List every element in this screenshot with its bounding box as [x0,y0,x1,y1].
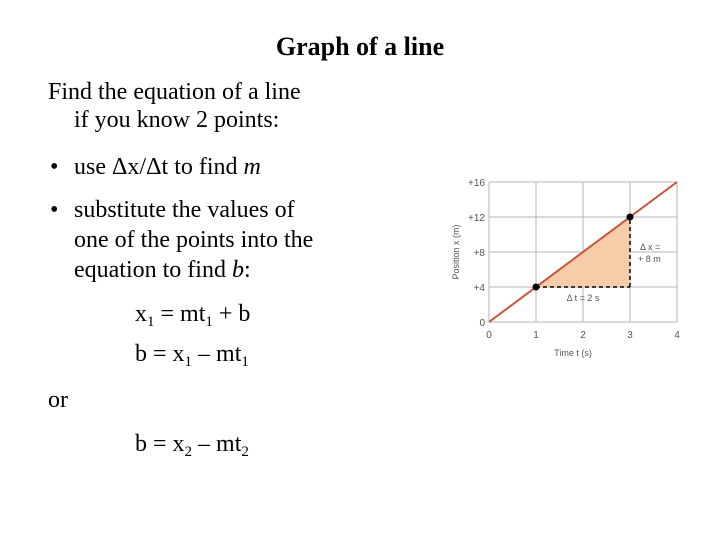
eq3-mid: – mt [192,431,242,457]
chart-svg [445,168,690,363]
delta-x-label-line-2: + 8 m [638,254,661,264]
eq1-mid: = mt [154,301,206,327]
bullet-2-line-2: one of the points into the [74,227,314,253]
x-tick-label: 1 [533,330,539,341]
data-point [627,214,634,221]
x-tick-label: 2 [580,330,586,341]
bullet-2-line-3-var: b [231,257,244,283]
y-tick-label: 0 [479,318,485,329]
eq2-sub1: 1 [184,354,193,370]
eq1-end: + b [212,301,251,327]
bullet-1-prefix: use Δx/Δt to find [74,154,244,180]
intro-line-2: if you know 2 points: [74,107,280,133]
bullet-1-var: m [243,154,261,180]
y-tick-label: +4 [473,283,485,294]
x-tick-label: 0 [486,330,492,341]
equation-2 [135,340,249,368]
y-tick-label: +12 [468,213,485,224]
equation-1 [135,300,250,328]
intro-line-1: Find the equation of a line [48,79,301,105]
position-time-graph [445,168,690,363]
delta-x-label-line-1: Δ x = [640,242,661,252]
bullet-marker: • [50,197,59,223]
eq2-sub2: 1 [241,354,249,370]
bullet-1-text [74,153,261,181]
bullet-2-line-3-suffix: : [243,257,251,283]
delta-t-label: Δ t = 2 s [566,293,600,303]
bullet-2-line-3 [74,256,251,284]
data-point [533,284,540,291]
eq3-sub1: 2 [184,444,193,460]
bullet-marker: • [50,154,59,180]
eq3-lhs: b = x [135,431,185,457]
x-tick-label: 3 [627,330,633,341]
x-tick-label: 4 [674,330,680,341]
eq1-x: x [135,301,147,327]
eq1-sub2: 1 [205,314,213,330]
eq2-lhs: b = x [135,341,185,367]
y-axis-label: Position x (m) [451,224,461,280]
bullet-2-line-3-prefix: equation to find [74,257,232,283]
equation-3 [135,430,249,458]
eq1-sub1: 1 [147,314,155,330]
eq2-mid: – mt [192,341,242,367]
or-text: or [48,387,68,413]
x-axis-label: Time t (s) [554,348,592,358]
page-title: Graph of a line [275,32,445,61]
eq3-sub2: 2 [241,444,249,460]
bullet-2-line-1: substitute the values of [74,197,295,223]
y-tick-label: +8 [473,248,485,259]
y-tick-label: +16 [468,178,485,189]
